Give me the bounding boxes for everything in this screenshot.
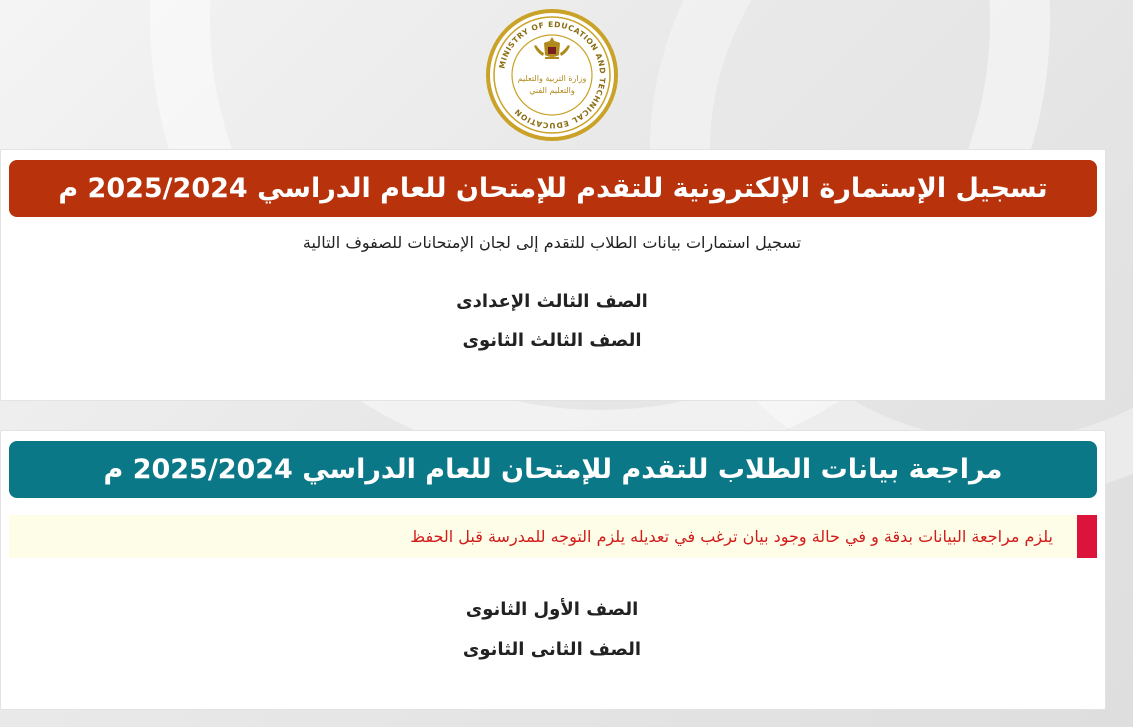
registration-card xyxy=(0,149,1106,401)
grade-link-first-secondary[interactable]: الصف الأول الثانوى xyxy=(465,599,639,620)
logo-arabic-text: وزارة التربية والتعليم xyxy=(517,74,587,83)
grade-link-second-secondary[interactable]: الصف الثانى الثانوى xyxy=(462,639,642,660)
review-card xyxy=(0,430,1106,710)
grade-link-third-secondary[interactable]: الصف الثالث الثانوى xyxy=(462,330,642,351)
grade-link-third-preparatory[interactable]: الصف الثالث الإعدادى xyxy=(456,291,648,312)
registration-title-banner xyxy=(9,160,1097,217)
registration-title: تسجيل الإستمارة الإلكترونية للتقدم للإمتحان للعام الدراسي 2025/2024 م xyxy=(58,173,1048,204)
review-title: مراجعة بيانات الطلاب للتقدم للإمتحان للعام الدراسي 2025/2024 م xyxy=(103,454,1003,485)
logo-ring-text: MINISTRY OF EDUCATION AND TECHNICAL EDUCATION xyxy=(497,19,608,131)
registration-subtitle: تسجيل استمارات بيانات الطلاب للتقدم إلى لجان الإمتحانات للصفوف التالية xyxy=(302,233,802,252)
review-notice xyxy=(9,515,1097,558)
logo-arabic-text-2: والتعليم الفني xyxy=(529,86,575,95)
notice-text: يلزم مراجعة البيانات بدقة و في حالة وجود بيان ترغب في تعديله يلزم التوجه للمدرسة قبل الحفظ xyxy=(410,527,1053,546)
ministry-logo xyxy=(486,9,618,141)
review-title-banner xyxy=(9,441,1097,498)
notice-accent-bar xyxy=(1077,515,1097,558)
